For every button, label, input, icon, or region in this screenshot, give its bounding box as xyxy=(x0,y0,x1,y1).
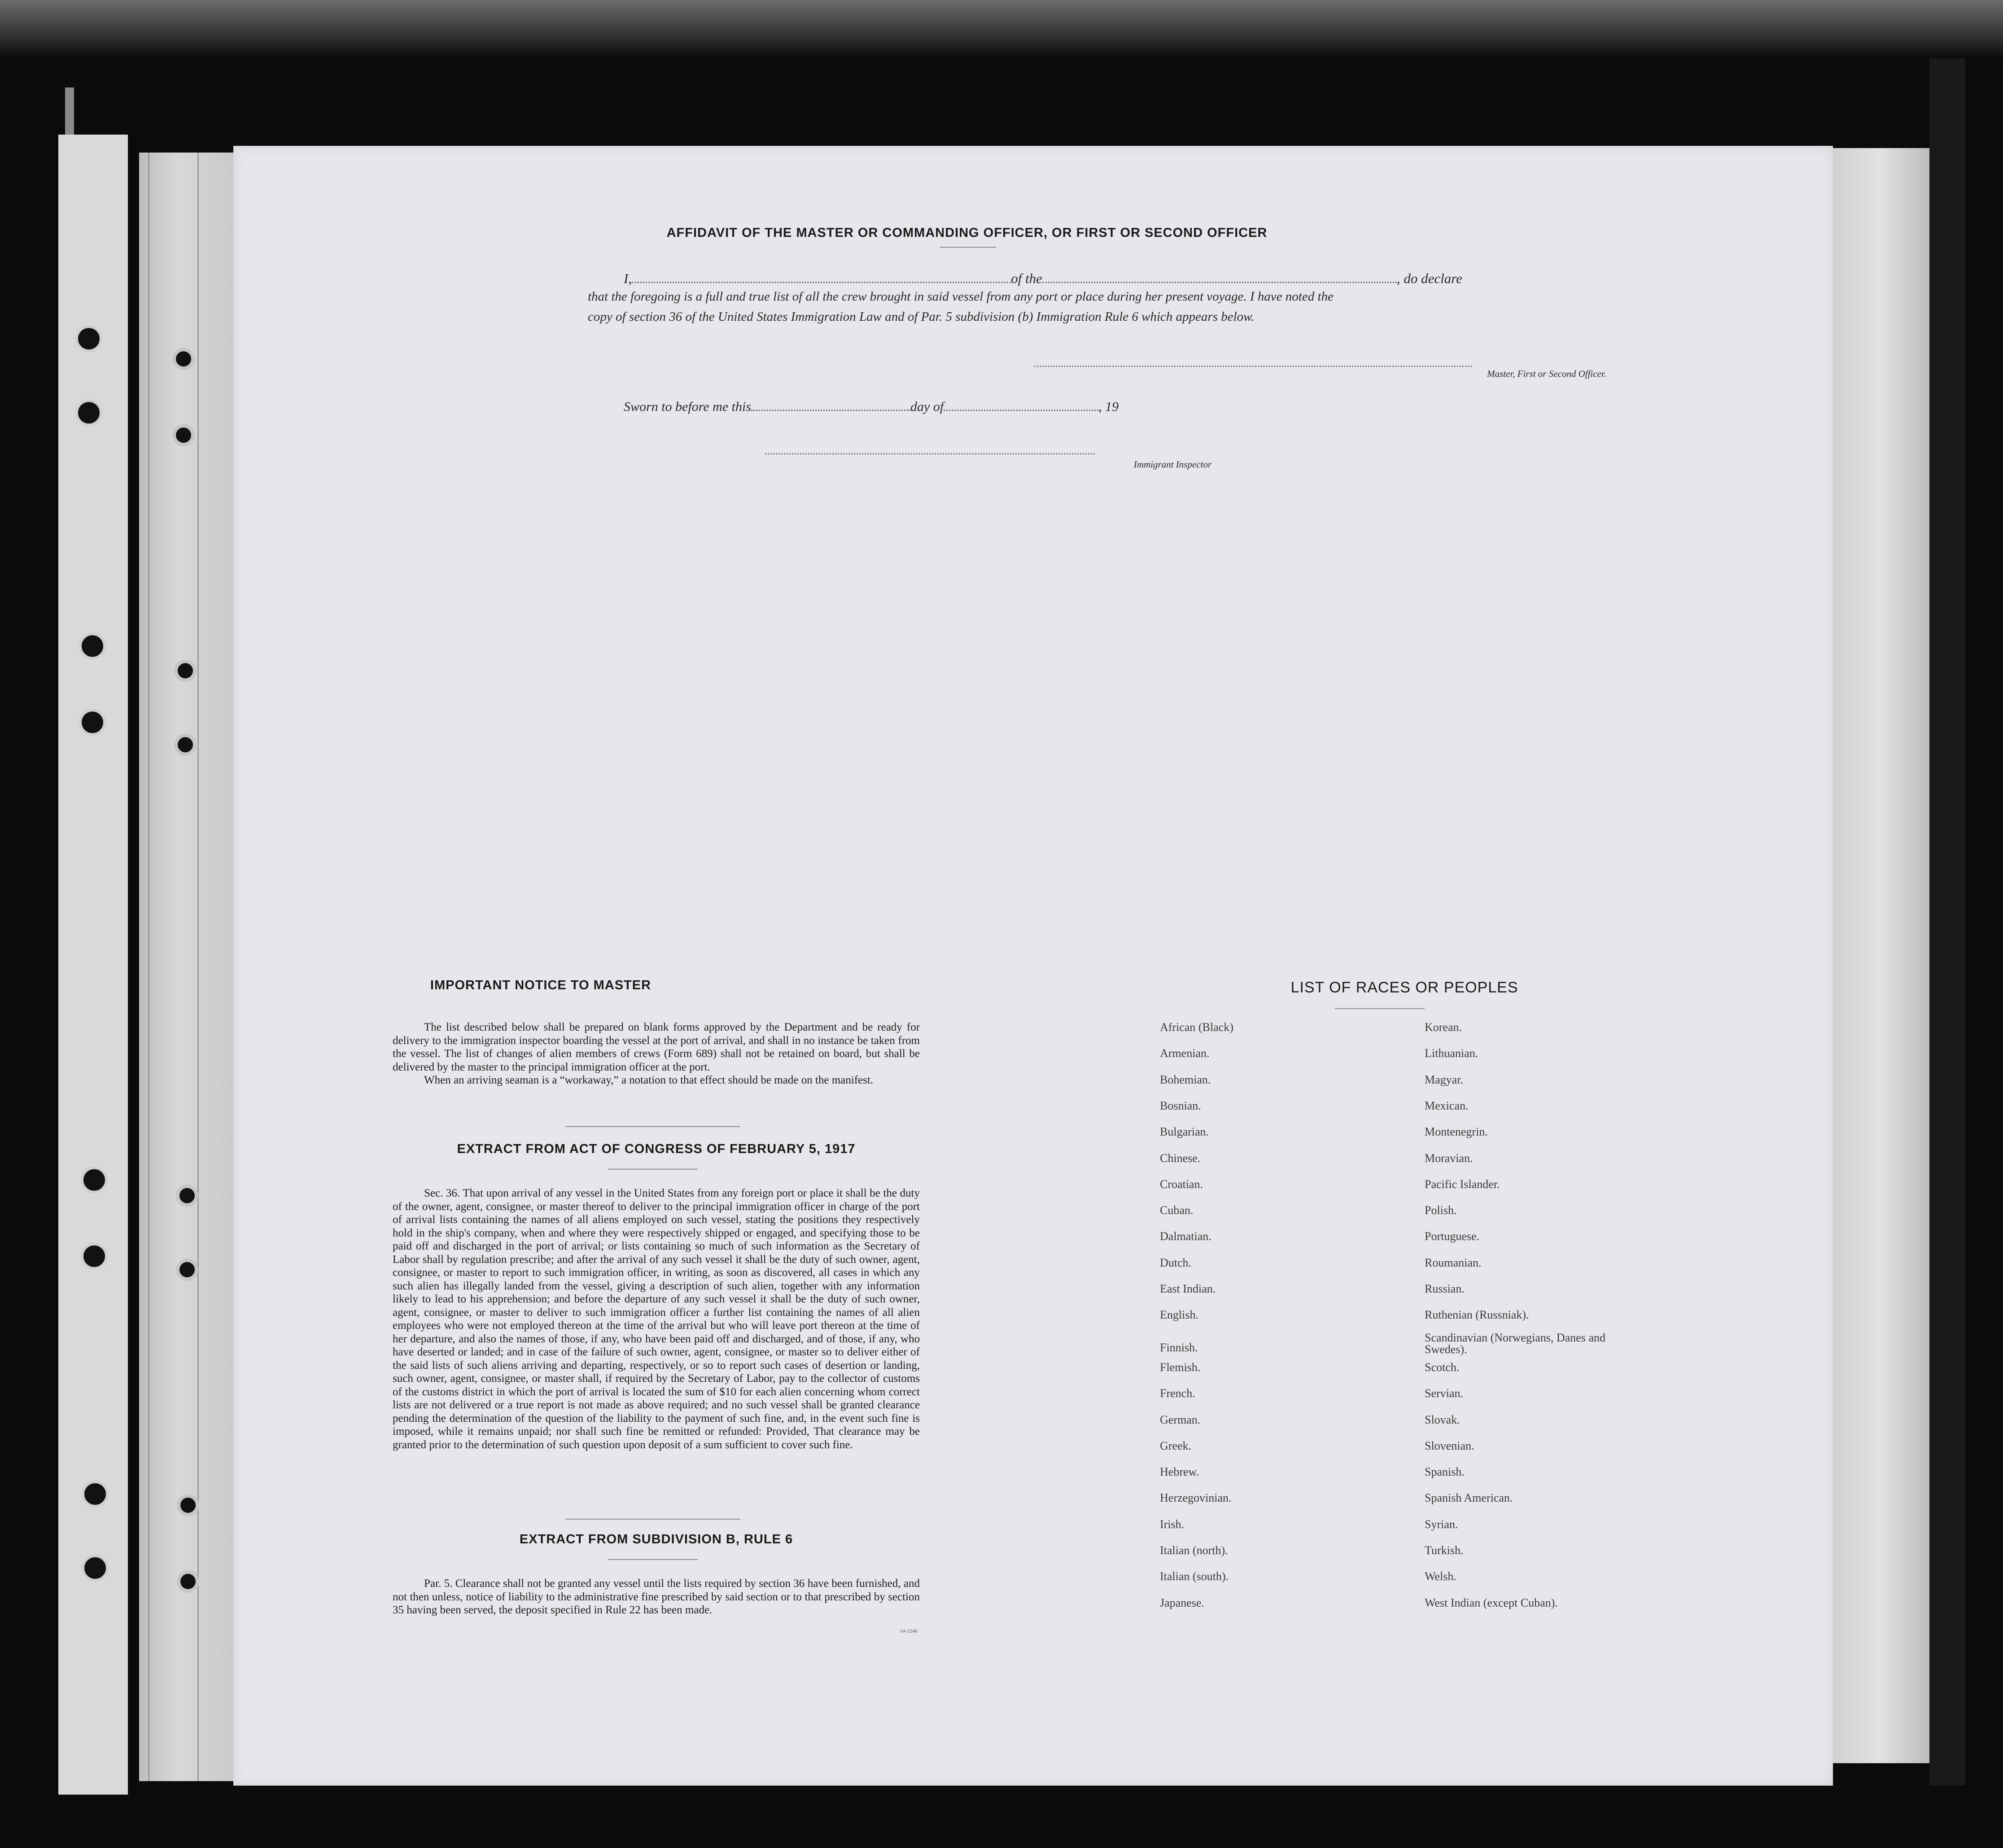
binder-line xyxy=(197,153,199,1781)
race-item: Portuguese. xyxy=(1425,1230,1480,1243)
race-item: Pacific Islander. xyxy=(1425,1177,1500,1191)
extract1-body: Sec. 36. That upon arrival of any vessel in the United States from any foreign port or place it shall be the duty of the owner, agent, consignee, or master thereof to deliver to the principal immigration officer in charge of the port of arrival lists containing the names of all aliens employed on such vessel, stating the positions they respectively hold in the ship's company, when and where they were respectively shipped or engaged, and specifying those to be paid off and discharged in the port of arrival; or lists containing so much of such information as the Secretary of Labor shall by regulation prescribe; and after the arrival of any such vessel it shall be the duty of such owner, agent, consignee, or master to report to such immigration officer, in writing, as soon as discovered, all cases in which any such alien has illegally landed from the vessel, giving a description of such alien, together with any information likely to lead to his apprehension; and before the departure of any such vessel it shall be the duty of such owner, agent, consignee, or master to deliver to such immigration officer a further list containing the names of all alien employees who were not employed thereon at the time of the arrival but who will leave port thereon at the time of her departure, and also the names of those, if any, who have been paid off and discharged, and of those, if any, who have deserted or landed; and in case of the failure of such owner, agent, consignee, or master so to deliver either of the said lists of such aliens arriving and departing, respectively, or so to report such cases of desertion or landing, such owner, agent, consignee, or master shall, if required by the Secretary of Labor, pay to the collector of customs of the customs district in which the port of arrival is located the sum of $10 for each alien concerning whom correct lists are not delivered or a true report is not made as above required; and no such vessel shall be granted clearance pending the determination of the question of the liability to the payment of such fine, and, in the event such fine is imposed, while it remains unpaid; nor shall such fine be remitted or refunded: Provided, That clearance may be granted prior to the determination of such question upon deposit of a sum sufficient to cover such fine. xyxy=(393,1187,920,1451)
right-page-edge xyxy=(1831,148,1929,1763)
binder-line xyxy=(148,153,149,1781)
scanner-top-band xyxy=(0,0,2003,58)
race-item: Russian. xyxy=(1425,1282,1465,1295)
section-divider xyxy=(565,1519,740,1520)
race-item: Montenegrin. xyxy=(1425,1125,1488,1139)
binder-hole xyxy=(176,1184,198,1207)
notice-paragraph-2: When an arriving seaman is a “workaway,” a notation to that effect should be made on the manifest. xyxy=(424,1074,874,1086)
race-item: Slovenian. xyxy=(1425,1439,1474,1452)
section-divider xyxy=(565,1126,740,1127)
race-item: Greek. xyxy=(1160,1439,1192,1452)
race-item: Finnish. xyxy=(1160,1341,1198,1354)
race-item: Ruthenian (Russniak). xyxy=(1425,1308,1529,1322)
sworn-day-of: day of xyxy=(910,399,944,414)
punch-hole xyxy=(82,1481,109,1507)
extract2-title: EXTRACT FROM SUBDIVISION B, RULE 6 xyxy=(519,1532,793,1547)
race-item: Spanish American. xyxy=(1425,1491,1513,1505)
punch-hole xyxy=(82,1555,109,1582)
inspector-signature-line[interactable] xyxy=(765,453,1095,454)
race-item: English. xyxy=(1160,1308,1198,1322)
race-item: Turkish. xyxy=(1425,1544,1464,1557)
race-item: Korean. xyxy=(1425,1021,1462,1034)
punch-hole xyxy=(81,1166,108,1193)
race-item: Italian (north). xyxy=(1160,1544,1228,1557)
inspector-caption: Immigrant Inspector xyxy=(1133,459,1211,470)
binder-spine xyxy=(139,153,236,1781)
race-item: German. xyxy=(1160,1413,1201,1426)
race-item: Hebrew. xyxy=(1160,1465,1199,1479)
section-divider xyxy=(608,1169,698,1170)
master-signature-caption: Master, First or Second Officer. xyxy=(1487,368,1606,379)
extract2-body: Par. 5. Clearance shall not be granted any vessel until the lists required by section 36 have been furnished, and not then unless, notice of liability to the administrative fine prescribed by said section or to that prescribed by section 35 having been served, the deposit specified in Rule 22 has been made. xyxy=(393,1577,920,1616)
race-item: East Indian. xyxy=(1160,1282,1216,1295)
notice-title: IMPORTANT NOTICE TO MASTER xyxy=(430,978,652,992)
race-item: Magyar. xyxy=(1425,1073,1463,1086)
race-item: Roumanian. xyxy=(1425,1256,1482,1269)
races-title: LIST OF RACES OR PEOPLES xyxy=(1290,979,1518,996)
sworn-day-blank[interactable] xyxy=(751,410,910,411)
punch-hole xyxy=(75,399,102,426)
race-item: Bulgarian. xyxy=(1160,1125,1209,1139)
right-dark-edge xyxy=(1929,58,1965,1786)
binder-hole xyxy=(172,424,195,446)
punch-hole xyxy=(75,325,102,352)
binder-hole xyxy=(177,1570,199,1593)
extract1-text xyxy=(393,1187,920,1451)
manifest-page xyxy=(233,146,1833,1786)
left-punched-strip xyxy=(58,135,128,1795)
race-item: Spanish. xyxy=(1425,1465,1465,1479)
race-item: Syrian. xyxy=(1425,1517,1458,1531)
race-item: West Indian (except Cuban). xyxy=(1425,1596,1558,1609)
punch-hole xyxy=(81,1243,108,1270)
affidavit-of-the: of the xyxy=(1011,271,1042,286)
race-item: Armenian. xyxy=(1160,1047,1210,1060)
race-item: Servian. xyxy=(1425,1387,1463,1400)
binder-hole xyxy=(172,348,195,370)
race-item: Lithuanian. xyxy=(1425,1047,1478,1060)
form-number: 14-1240 xyxy=(900,1628,918,1634)
races-divider xyxy=(1335,1008,1425,1009)
race-item: Japanese. xyxy=(1160,1596,1204,1609)
extract2-text xyxy=(393,1577,920,1617)
affidavit-title: AFFIDAVIT OF THE MASTER OR COMMANDING OFFICER, OR FIRST OR SECOND OFFICER xyxy=(666,226,1268,240)
affidavit-line1 xyxy=(624,271,1462,287)
race-item: African (Black) xyxy=(1160,1021,1233,1034)
sworn-line xyxy=(624,399,1119,415)
race-item: Italian (south). xyxy=(1160,1570,1229,1583)
binder-hole xyxy=(174,734,197,756)
race-item: Moravian. xyxy=(1425,1151,1473,1165)
race-item: French. xyxy=(1160,1387,1195,1400)
race-item: Bosnian. xyxy=(1160,1099,1201,1112)
race-item: Cuban. xyxy=(1160,1204,1194,1217)
race-item: Flemish. xyxy=(1160,1360,1201,1374)
race-item: Irish. xyxy=(1160,1517,1185,1531)
race-item: Dalmatian. xyxy=(1160,1230,1211,1243)
section-divider xyxy=(608,1559,698,1560)
race-item: Croatian. xyxy=(1160,1177,1203,1191)
punch-hole xyxy=(79,709,106,736)
binder-hole xyxy=(174,660,197,682)
title-divider xyxy=(940,247,996,248)
affidavit-line2: that the foregoing is a full and true list of all the crew brought in said vessel from any port or place during her present voyage. I have noted the xyxy=(588,289,1334,304)
punch-hole xyxy=(79,633,106,660)
master-signature-line[interactable] xyxy=(1034,366,1472,367)
affidavit-i: I, xyxy=(624,271,632,286)
affidavit-line3: copy of section 36 of the United States Immigration Law and of Par. 5 subdivision (b) Immigration Rule 6 which appears below. xyxy=(588,310,1255,324)
race-item: Chinese. xyxy=(1160,1151,1201,1165)
race-item: Slovak. xyxy=(1425,1413,1460,1426)
notice-paragraph-1: The list described below shall be prepared on blank forms approved by the Department and be ready for delivery to the immigration inspector boarding the vessel at the port of arrival, and shall in no instance be taken from the vessel. The list of changes of alien members of crews (Form 689) shall not be retained on board, but shall be delivered by the master to the principal immigration officer at the port. xyxy=(393,1021,920,1073)
race-item: Mexican. xyxy=(1425,1099,1469,1112)
race-item: Dutch. xyxy=(1160,1256,1192,1269)
master-name-blank[interactable] xyxy=(632,282,1011,283)
binder-hole xyxy=(177,1494,199,1516)
extract1-title: EXTRACT FROM ACT OF CONGRESS OF FEBRUARY 5, 1917 xyxy=(457,1142,856,1156)
race-item: Scandinavian (Norwegians, Danes and Swedes). xyxy=(1425,1331,1605,1356)
sworn-year: , 19 xyxy=(1098,399,1119,414)
vessel-name-blank[interactable] xyxy=(1042,282,1397,283)
sworn-month-blank[interactable] xyxy=(944,410,1098,411)
race-item: Welsh. xyxy=(1425,1570,1456,1583)
affidavit-do-declare: , do declare xyxy=(1396,271,1462,286)
race-item: Scotch. xyxy=(1425,1360,1460,1374)
notice-text xyxy=(393,1021,920,1087)
race-item: Herzegovinian. xyxy=(1160,1491,1232,1505)
race-item: Bohemian. xyxy=(1160,1073,1211,1086)
sworn-prefix: Sworn to before me this xyxy=(624,399,751,414)
race-item: Polish. xyxy=(1425,1204,1457,1217)
binder-hole xyxy=(176,1258,198,1281)
